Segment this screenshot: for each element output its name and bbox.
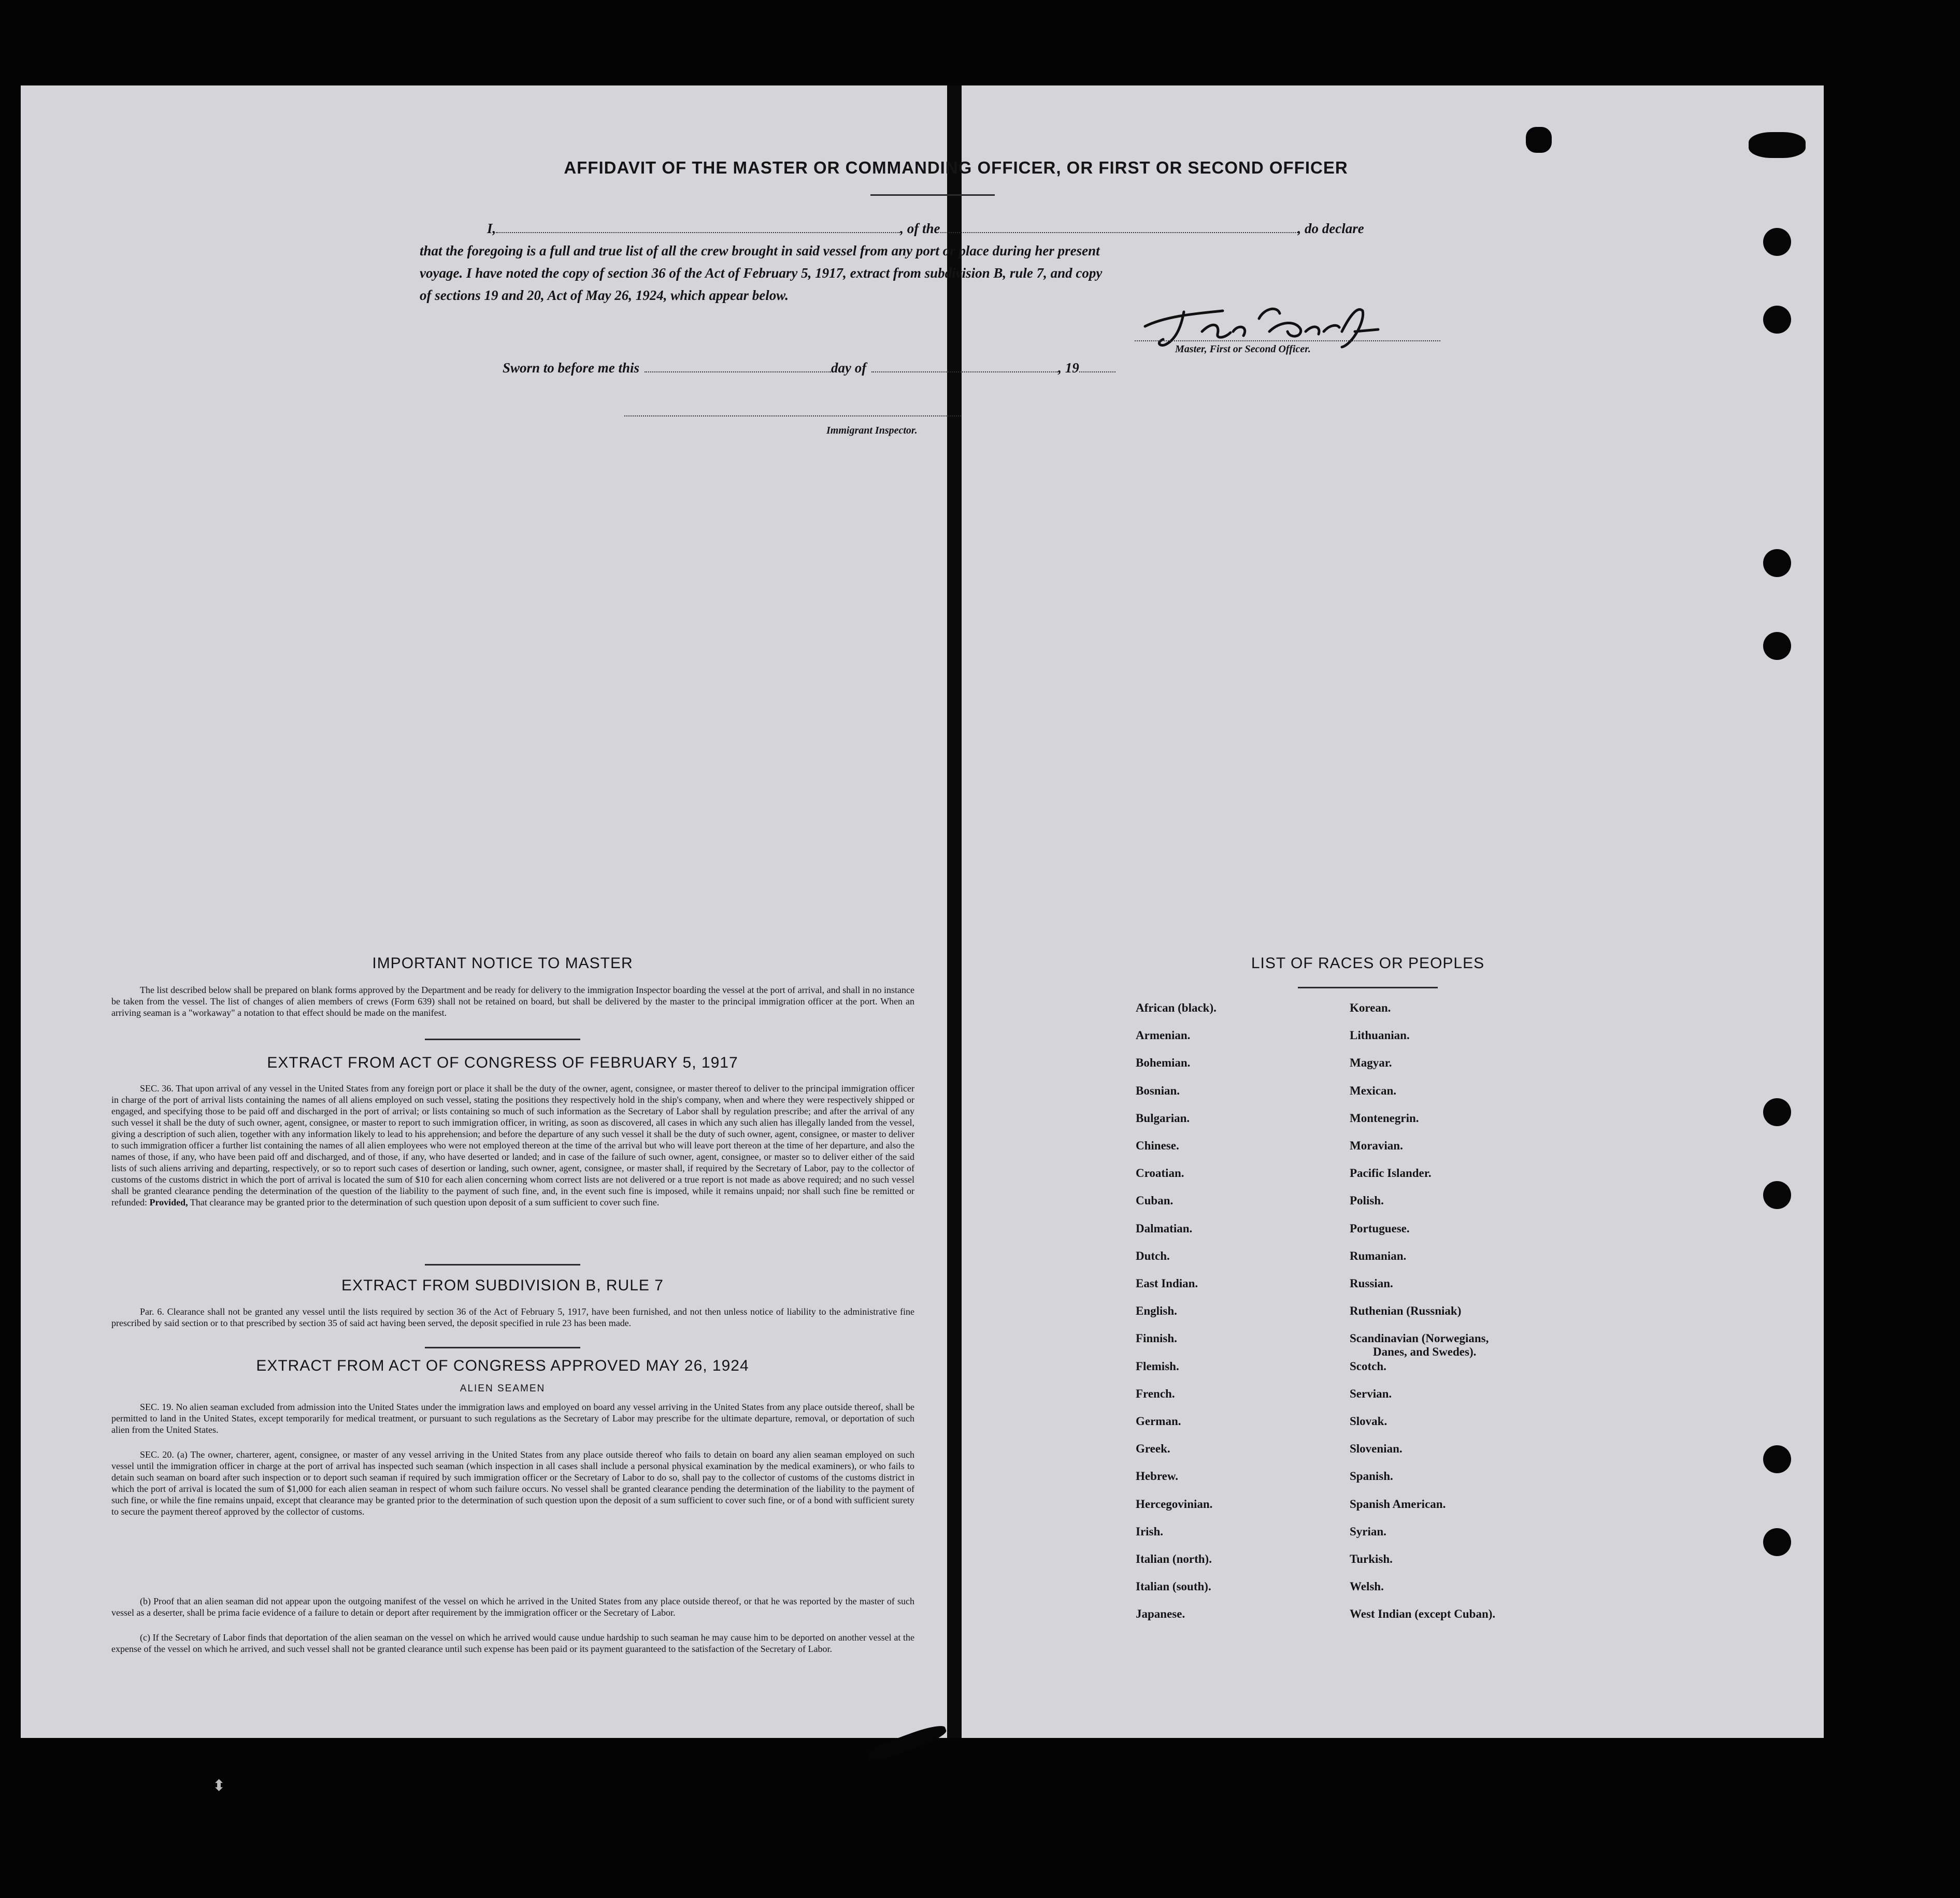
punch-hole <box>1763 1528 1791 1556</box>
sec19-body: SEC. 19. No alien seaman excluded from admission into the United States under the immigration laws and employed on board any vessel arriving in the United States from any place outside thereof, shall be permitted to land in the United States, except temporarily for medical treatment, or pursuant to such regulations as the Secretary of Labor may prescribe for the ultimate departure, removal, or deportation of such alien from the United States. <box>111 1402 914 1435</box>
extract-1917-title: EXTRACT FROM ACT OF CONGRESS OF FEBRUARY 5, 1917 <box>267 1054 738 1071</box>
affidavit-title: AFFIDAVIT OF THE MASTER OR COMMANDING OFFICER, OR FIRST OR SECOND OFFICER <box>564 158 1348 177</box>
race-right-item: Ruthenian (Russniak) <box>1350 1304 1462 1318</box>
declaration-line-3: voyage. I have noted the copy of section 36 of the Act of February 5, 1917, extract from subdivision B, rule 7, and copy <box>420 265 1103 281</box>
sworn-year-blank <box>1079 371 1115 372</box>
race-right-item: Portuguese. <box>1350 1221 1410 1235</box>
race-left-item: Dutch. <box>1136 1249 1170 1262</box>
race-left-item: Dalmatian. <box>1136 1221 1193 1235</box>
sec20c-body: (c) If the Secretary of Labor finds that deportation of the alien seaman on the vessel on which he arrived would cause undue hardship to such seaman he may cause him to be deported on another vessel at the expense of the vessel on which he arrived, and such vessel shall not be granted clearance until such expense has been paid or its payment guaranteed to the satisfaction of the Secretary of Labor. <box>111 1632 914 1654</box>
punch-hole <box>1763 1098 1791 1126</box>
declaration-declare: , do declare <box>1297 221 1364 236</box>
race-right-item: Slovak. <box>1350 1415 1387 1428</box>
punch-hole <box>1763 632 1791 660</box>
race-right-item: Spanish. <box>1350 1470 1393 1483</box>
race-right-item: Polish. <box>1350 1194 1384 1207</box>
race-right-item: Servian. <box>1350 1387 1392 1400</box>
document-sheet <box>21 85 1824 1738</box>
race-left-item: Armenian. <box>1136 1029 1191 1042</box>
inspector-line <box>624 414 961 416</box>
race-left-item: Flemish. <box>1136 1359 1179 1373</box>
race-right-item: Pacific Islander. <box>1350 1167 1432 1180</box>
punch-hole <box>1763 549 1791 577</box>
race-left-item: Bulgarian. <box>1136 1111 1190 1125</box>
race-left-item: English. <box>1136 1304 1177 1318</box>
race-right-item: Scotch. <box>1350 1359 1386 1373</box>
alien-seamen-subtitle: ALIEN SEAMEN <box>460 1383 546 1394</box>
subdiv-b-body: Par. 6. Clearance shall not be granted any vessel until the lists required by section 36 of the Act of February 5, 1917, have been furnished, and not then unless notice of liability to the administrative fine prescribed by said section or to that prescribed by section 35 of said act having been served, the deposit specified in rule 23 has been made. <box>111 1306 914 1328</box>
race-right-item: Slovenian. <box>1350 1442 1403 1456</box>
punch-hole <box>1763 1445 1791 1473</box>
race-right-item: Syrian. <box>1350 1525 1386 1538</box>
punch-hole <box>1763 306 1791 334</box>
sec20a-body: SEC. 20. (a) The owner, charterer, agent, consignee, or master of any vessel arriving in the United States from any place outside thereof who fails to detain on board any alien seaman employed on such vessel until the immigration officer in charge at the port of arrival has inspected such seaman (which inspection in all cases shall include a personal physical examination by the medical examiners), or who fails to detain such seaman on board after such inspection or to deport such seaman if required by such immigration officer or the Secretary of Labor to do so, shall pay to the collector of customs of the customs district in which the port of arrival is located the sum of $1,000 for each alien seaman in respect of whom such failure occurs. No vessel shall be granted clearance pending the determination of the liability to the payment of such fine, or while the fine remains unpaid, except that clearance may be granted prior to the determination of such question upon the deposit of a sum sufficient to cover such fine, or of a bond with sufficient surety to secure the payment thereof approved by the collector of customs. <box>111 1449 914 1517</box>
race-left-item: East Indian. <box>1136 1277 1198 1290</box>
notice-rule <box>425 1039 580 1040</box>
title-rule <box>870 194 995 196</box>
race-left-item: German. <box>1136 1415 1181 1428</box>
provided-word: Provided, <box>149 1197 188 1207</box>
race-left-item: Italian (north). <box>1136 1552 1212 1565</box>
race-right-item: Scandinavian (Norwegians, <box>1350 1332 1489 1345</box>
race-right-item: Danes, and Swedes). <box>1373 1345 1477 1359</box>
race-left-item: Finnish. <box>1136 1332 1177 1345</box>
subdiv-b-rule <box>425 1347 580 1348</box>
race-left-item: Greek. <box>1136 1442 1170 1456</box>
race-left-item: French. <box>1136 1387 1175 1400</box>
race-left-item: Croatian. <box>1136 1167 1184 1180</box>
race-right-item: Rumanian. <box>1350 1249 1407 1262</box>
race-left-item: Italian (south). <box>1136 1580 1211 1593</box>
sworn-month-blank <box>871 371 1058 372</box>
sworn-text-c: , 19 <box>1058 360 1079 376</box>
inspector-caption: Immigrant Inspector. <box>826 425 918 436</box>
punch-hole <box>1763 228 1791 256</box>
declaration-of-the: , of the <box>900 221 940 236</box>
sec20b-body: (b) Proof that an alien seaman did not appear upon the outgoing manifest of the vessel on which he arrived in the United States from any place outside thereof, or that he was reported by the master of such vessel as a deserter, shall be prima facie evidence of a failure to detain or deport after requirement by the immigration officer or the Secretary of Labor. <box>111 1596 914 1618</box>
sworn-day-blank <box>645 371 831 372</box>
notice-title: IMPORTANT NOTICE TO MASTER <box>372 955 633 972</box>
race-right-item: Mexican. <box>1350 1084 1397 1097</box>
sec36-proviso: That clearance may be granted prior to the determination of such question upon deposit of a sum sufficient to cover such fine. <box>190 1197 660 1207</box>
declaration-text <box>420 218 1451 307</box>
subdiv-b-title: EXTRACT FROM SUBDIVISION B, RULE 7 <box>341 1277 664 1294</box>
race-left-item: Bohemian. <box>1136 1056 1191 1070</box>
torn-corner <box>865 1722 949 1765</box>
race-right-item: Lithuanian. <box>1350 1029 1410 1042</box>
film-marker-icon: ⬍ <box>212 1777 226 1794</box>
name-blank <box>496 232 900 233</box>
sworn-text-b: day of <box>831 360 867 376</box>
race-right-item: Spanish American. <box>1350 1497 1446 1511</box>
race-right-item: Welsh. <box>1350 1580 1384 1593</box>
extract-1917-body <box>111 1083 914 1208</box>
ink-blot <box>1526 127 1552 153</box>
sec36-text: SEC. 36. That upon arrival of any vessel in the United States from any foreign port or place it shall be the duty of the owner, agent, consignee, or master thereof to deliver to the principal immigration officer in charge of the port of arrival lists containing the names of all aliens employed on such vessel, stating the positions they respectively hold in the ship's company, when and where they were respectively shipped or engaged, and specifying those to be paid off and discharged in the port of arrival; or lists containing so much of such information as the Secretary of Labor shall by regulation prescribe; and after the arrival of any such vessel it shall be the duty of such owner, agent, consignee, or master to report to such immigration officer, in writing, as soon as discovered, all cases in which any such alien has illegally landed from the vessel, giving a description of such alien, together with any information likely to lead to his apprehension; and before the departure of any such vessel it shall be the duty of such owner, agent, consignee, or master to deliver to such immigration officer a further list containing the names of all alien employees who were not employed thereon at the time of the arrival but who will leave port thereon at the time of her departure, and also the names of those, if any, who have been paid off and discharged, and of those, if any, who have deserted or landed; and in case of the failure of such owner, agent, consignee, or master so to deliver either of the said lists of such aliens arriving and departing, respectively, or so to report such cases of desertion or landing, such owner, agent, consignee, or master shall, if required by the Secretary of Labor, pay to the collector of customs of the customs district in which the port of arrival is located the sum of $10 for each alien concerning whom correct lists are not delivered or a true report is not made as above required; and no such vessel shall be granted clearance pending the determination of the question of the liability to the payment of such fine, and, in the event such fine is imposed, while it remains unpaid; nor shall such fine be remitted or refunded: <box>111 1083 914 1207</box>
race-left-item: Hercegovinian. <box>1136 1497 1213 1511</box>
race-left-item: Chinese. <box>1136 1139 1179 1152</box>
races-title: LIST OF RACES OR PEOPLES <box>1251 955 1485 972</box>
race-right-item: Moravian. <box>1350 1139 1403 1152</box>
declaration-line-2: that the foregoing is a full and true list of all the crew brought in said vessel from any port or place during her present <box>420 243 1100 258</box>
declaration-i: I, <box>487 221 496 236</box>
race-left-item: Hebrew. <box>1136 1470 1178 1483</box>
race-left-item: African (black). <box>1136 1001 1217 1014</box>
extract-1917-rule <box>425 1264 580 1266</box>
sworn-text-a: Sworn to before me this <box>503 360 640 376</box>
race-left-item: Japanese. <box>1136 1607 1185 1621</box>
signer-caption: Master, First or Second Officer. <box>1175 343 1311 355</box>
race-left-item: Cuban. <box>1136 1194 1174 1207</box>
races-rule <box>1298 987 1438 988</box>
vessel-blank <box>940 232 1298 233</box>
race-left-item: Bosnian. <box>1136 1084 1180 1097</box>
race-right-item: Russian. <box>1350 1277 1393 1290</box>
race-left-item: Irish. <box>1136 1525 1164 1538</box>
race-right-item: Magyar. <box>1350 1056 1392 1070</box>
extract-1924-title: EXTRACT FROM ACT OF CONGRESS APPROVED MAY 26, 1924 <box>256 1357 749 1374</box>
page-fold <box>947 85 962 1738</box>
sworn-line <box>503 360 1115 376</box>
race-right-item: Turkish. <box>1350 1552 1393 1565</box>
ink-blot <box>1749 132 1806 158</box>
race-right-item: Montenegrin. <box>1350 1111 1419 1125</box>
punch-hole <box>1763 1181 1791 1209</box>
declaration-line-4: of sections 19 and 20, Act of May 26, 1924, which appear below. <box>420 287 789 303</box>
race-right-item: Korean. <box>1350 1001 1391 1014</box>
race-right-item: West Indian (except Cuban). <box>1350 1607 1496 1621</box>
signature-line <box>1135 339 1440 341</box>
declaration-line-1 <box>420 218 1451 240</box>
notice-body: The list described below shall be prepared on blank forms approved by the Department and be ready for delivery to the immigration Inspector boarding the vessel at the port of arrival, and shall in no instance be taken from the vessel. The list of changes of alien members of crews (Form 639) shall not be retained on board, but shall be delivered by the master to the principal immigration officer at the port. When an arriving seaman is a "workaway" a notation to that effect should be made on the manifest. <box>111 985 914 1018</box>
